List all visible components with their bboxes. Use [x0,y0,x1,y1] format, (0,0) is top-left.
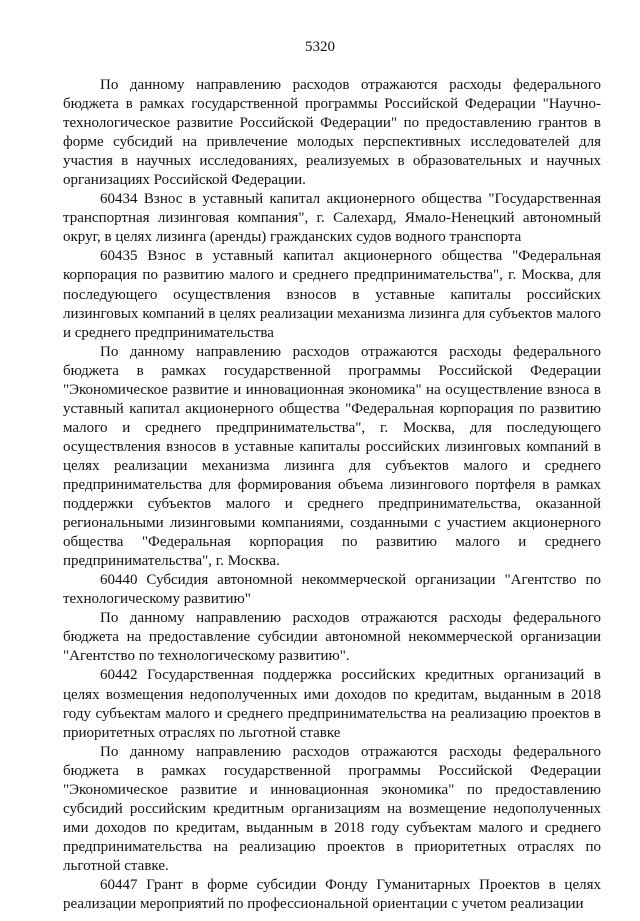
document-body [63,76,601,914]
paragraph-60442-heading: 60442 Государственная поддержка российских кредитных организаций в целях возмещения недополученных ими доходов по кредитам, выданным в 2018 году субъектам малого и среднего предпринимательства на реализацию проектов в приоритетных отраслях по льготной ставке [63,667,601,741]
paragraph-60442-description: По данному направлению расходов отражаются расходы федерального бюджета в рамках государственной программы Российской Федерации "Экономическое развитие и инновационная экономика" по предоставлению субсидий российским кредитным организациям на возмещение недополученных ими доходов по кредитам, выданным в 2018 году субъектам малого и среднего предпринимательства на реализацию проектов в приоритетных отраслях по льготной ставке. [63,743,601,874]
paragraph-60440-description: По данному направлению расходов отражаются расходы федерального бюджета на предоставление субсидии автономной некоммерческой организации "Агентство по технологическому развитию". [63,610,601,665]
paragraph-60434-heading: 60434 Взнос в уставный капитал акционерного общества "Государственная транспортная лизинговая компания", г. Салехард, Ямало-Ненецкий автономный округ, в целях лизинга (аренды) гражданских судов водного транспорта [63,191,601,246]
paragraph-60447-heading: 60447 Грант в форме субсидии Фонду Гуманитарных Проектов в целях реализации мероприятий по профессиональной ориентации с учетом реализации [63,876,601,913]
paragraph-60440-heading: 60440 Субсидия автономной некоммерческой организации "Агентство по технологическому развитию" [63,572,601,608]
paragraph-grants-description: По данному направлению расходов отражаются расходы федерального бюджета в рамках государственной программы Российской Федерации "Научно-технологическое развитие Российской Федерации" по предоставлению грантов в форме субсидий на привлечение молодых перспективных исследователей для участия в научных исследованиях, реализуемых в образовательных и научных организациях Российской Федерации. [63,77,601,189]
paragraph-60435-heading: 60435 Взнос в уставный капитал акционерного общества "Федеральная корпорация по развитию малого и среднего предпринимательства", г. Москва, для последующего осуществления взносов в уставные капиталы российских лизинговых компаний в целях реализации механизма лизинга для субъектов малого и среднего предпринимательства [63,248,601,341]
page-number: 5320 [305,39,335,55]
paragraph-60435-description: По данному направлению расходов отражаются расходы федерального бюджета в рамках государственной программы Российской Федерации "Экономическое развитие и инновационная экономика" на осуществление взноса в уставный капитал акционерного общества "Федеральная корпорация по развитию малого и среднего предпринимательства", г. Москва, для последующего осуществления взносов в уставные капиталы российских лизинговых компаний в целях реализации механизма лизинга для субъектов малого и среднего предпринимательства для формирования объема лизингового портфеля в рамках поддержки субъектов малого и среднего предпринимательства, оказанной региональными лизинговыми компаниями, созданными с участием акционерного общества "Федеральная корпорация по развитию малого и среднего предпринимательства", г. Москва. [63,343,601,570]
